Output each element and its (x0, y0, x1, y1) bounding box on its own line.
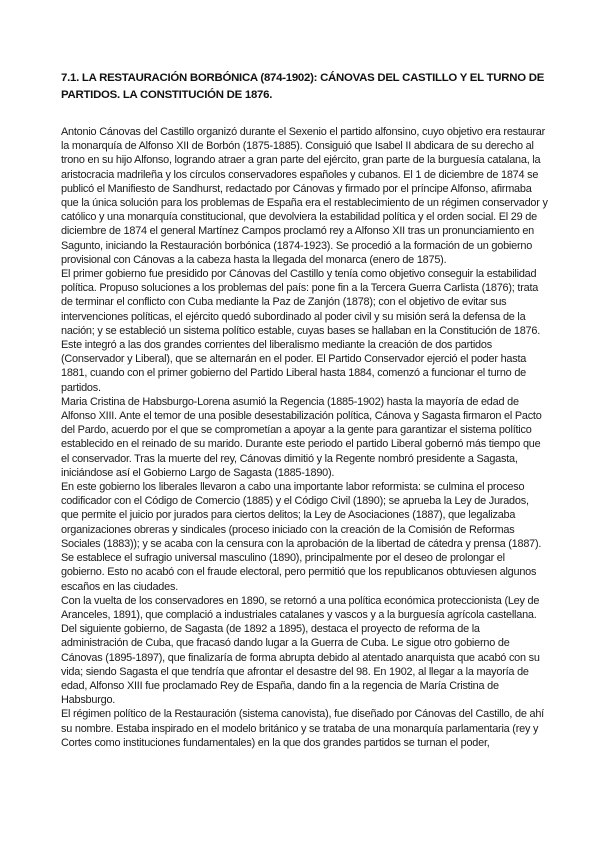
document-title: 7.1. LA RESTAURACIÓN BORBÓNICA (874-1902): CÁNOVAS DEL CASTILLO Y EL TURNO DE PARTIDOS. LA CONSTITUCIÓN DE 1876. (61, 72, 545, 101)
paragraph-sistema-canovista: El régimen político de la Restauración (sistema canovista), fue diseñado por Cánovas del Castillo, de ahí su nombre. Estaba inspirado en el modelo británico y se trataba de una monarquía parlamentaria (rey y Cortes como instituciones fundamentales) en la que dos grandes partidos se turnan el poder, (61, 708, 544, 749)
paragraph-gobierno-largo-sagasta: En este gobierno los liberales llevaron a cabo una importante labor reformista: se culmina el proceso codificador con el Código de Comercio (1885) y el Código Civil (1890); se aprueba la Ley de Jurados, que permite el juicio por jurados para ciertos delitos; la Ley de Asociaciones (1887), que legalizaba organizaciones obreras y sindicales (proceso iniciado con la creación de la Comisión de Reformas Sociales (1883)); y se acaba con la censura con la aprobación de la libertad de cátedra y prensa (1887). Se establece el sufragio universal masculino (1890), principalmente por el deseo de prolongar el gobierno. Esto no acabó con el fraude electoral, pero permitió que los republicanos obtuviesen algunos escaños en las ciudades. (61, 481, 542, 593)
paragraph-regencia-maria-cristina: Maria Cristina de Habsburgo-Lorena asumió la Regencia (1885-1902) hasta la mayoría de edad de Alfonso XIII. Ante el temor de una posible desestabilización política, Cánova y Sagasta firmaron el Pacto del Pardo, acuerdo por el que se comprometían a apoyar a la gente para garantizar el sistema político establecido en el reinado de su marido. Durante este periodo el partido Liberal gobernó más tiempo que el conservador. Tras la muerte del rey, Cánovas dimitió y la Regente nombró presidente a Sagasta, iniciándose así el Gobierno Largo de Sagasta (1885-1890). (61, 395, 542, 479)
document-page (61, 70, 549, 750)
paragraph-primer-gobierno-canovas: El primer gobierno fue presidido por Cánovas del Castillo y tenía como objetivo conseguir la estabilidad política. Propuso soluciones a los problemas del país: pone fin a la Tercera Guerra Carlista (1876); trata de terminar el conflicto con Cuba mediante la Paz de Zanjón (1878); con el objetivo de evitar sus intervenciones políticas, el ejército quedó subordinado al poder civil y su misión será la defensa de la nación; y se estableció un sistema político estable, cuyas bases se hallaban en la Constitución de 1876. Este integró a las dos grandes corrientes del liberalismo mediante la creación de dos partidos (Conservador y Liberal), que se alternarán en el poder. El Partido Conservador ejerció el poder hasta 1881, cuando con el primer gobierno del Partido Liberal hasta 1884, comenzó a funcionar el turno de partidos. (61, 268, 541, 394)
paragraph-sexenio-alfonsino: Antonio Cánovas del Castillo organizó durante el Sexenio el partido alfonsino, cuyo objetivo era restaurar la monarquía de Alfonso XII de Borbón (1875-1885). Consiguió que Isabel II abdicara de su derecho al trono en su hijo Alfonso, logrando atraer a gran parte del ejército, gran parte de la burguesía catalana, la aristocracia madrileña y los círculos conservadores españoles y cubanos. El 1 de diciembre de 1874 se publicó el Manifiesto de Sandhurst, redactado por Cánovas y firmado por el príncipe Alfonso, afirmaba que la única solución para los problemas de España era el restablecimiento de un régimen conservador y católico y una monarquía constitucional, que devolviera la estabilidad política y el orden social. El 29 de diciembre de 1874 el general Martínez Campos proclamó rey a Alfonso XII tras un pronunciamiento en Sagunto, iniciando la Restauración borbónica (1874-1923). Se procedió a la formación de un gobierno provisional con Cánovas a la cabeza hasta la llegada del monarca (enero de 1875). (61, 126, 548, 266)
paragraph-vuelta-conservadores: Con la vuelta de los conservadores en 1890, se retornó a una política económica proteccionista (Ley de Aranceles, 1891), que complació a industriales catalanes y vascos y a la burguesía agrícola castellana. Del siguiente gobierno, de Sagasta (de 1892 a 1895), destaca el proyecto de reforma de la administración de Cuba, que fracasó dando lugar a la Guerra de Cuba. Le sigue otro gobierno de Cánovas (1895-1897), que finalizaría de forma abrupta debido al atentado anarquista que acabó con su vida; siendo Sagasta el que tendría que afrontar el desastre del 98. En 1902, al llegar a la mayoría de edad, Alfonso XIII fue proclamado Rey de España, dando fin a la regencia de María Cristina de Habsburgo. (61, 594, 540, 707)
document-body (61, 125, 549, 750)
